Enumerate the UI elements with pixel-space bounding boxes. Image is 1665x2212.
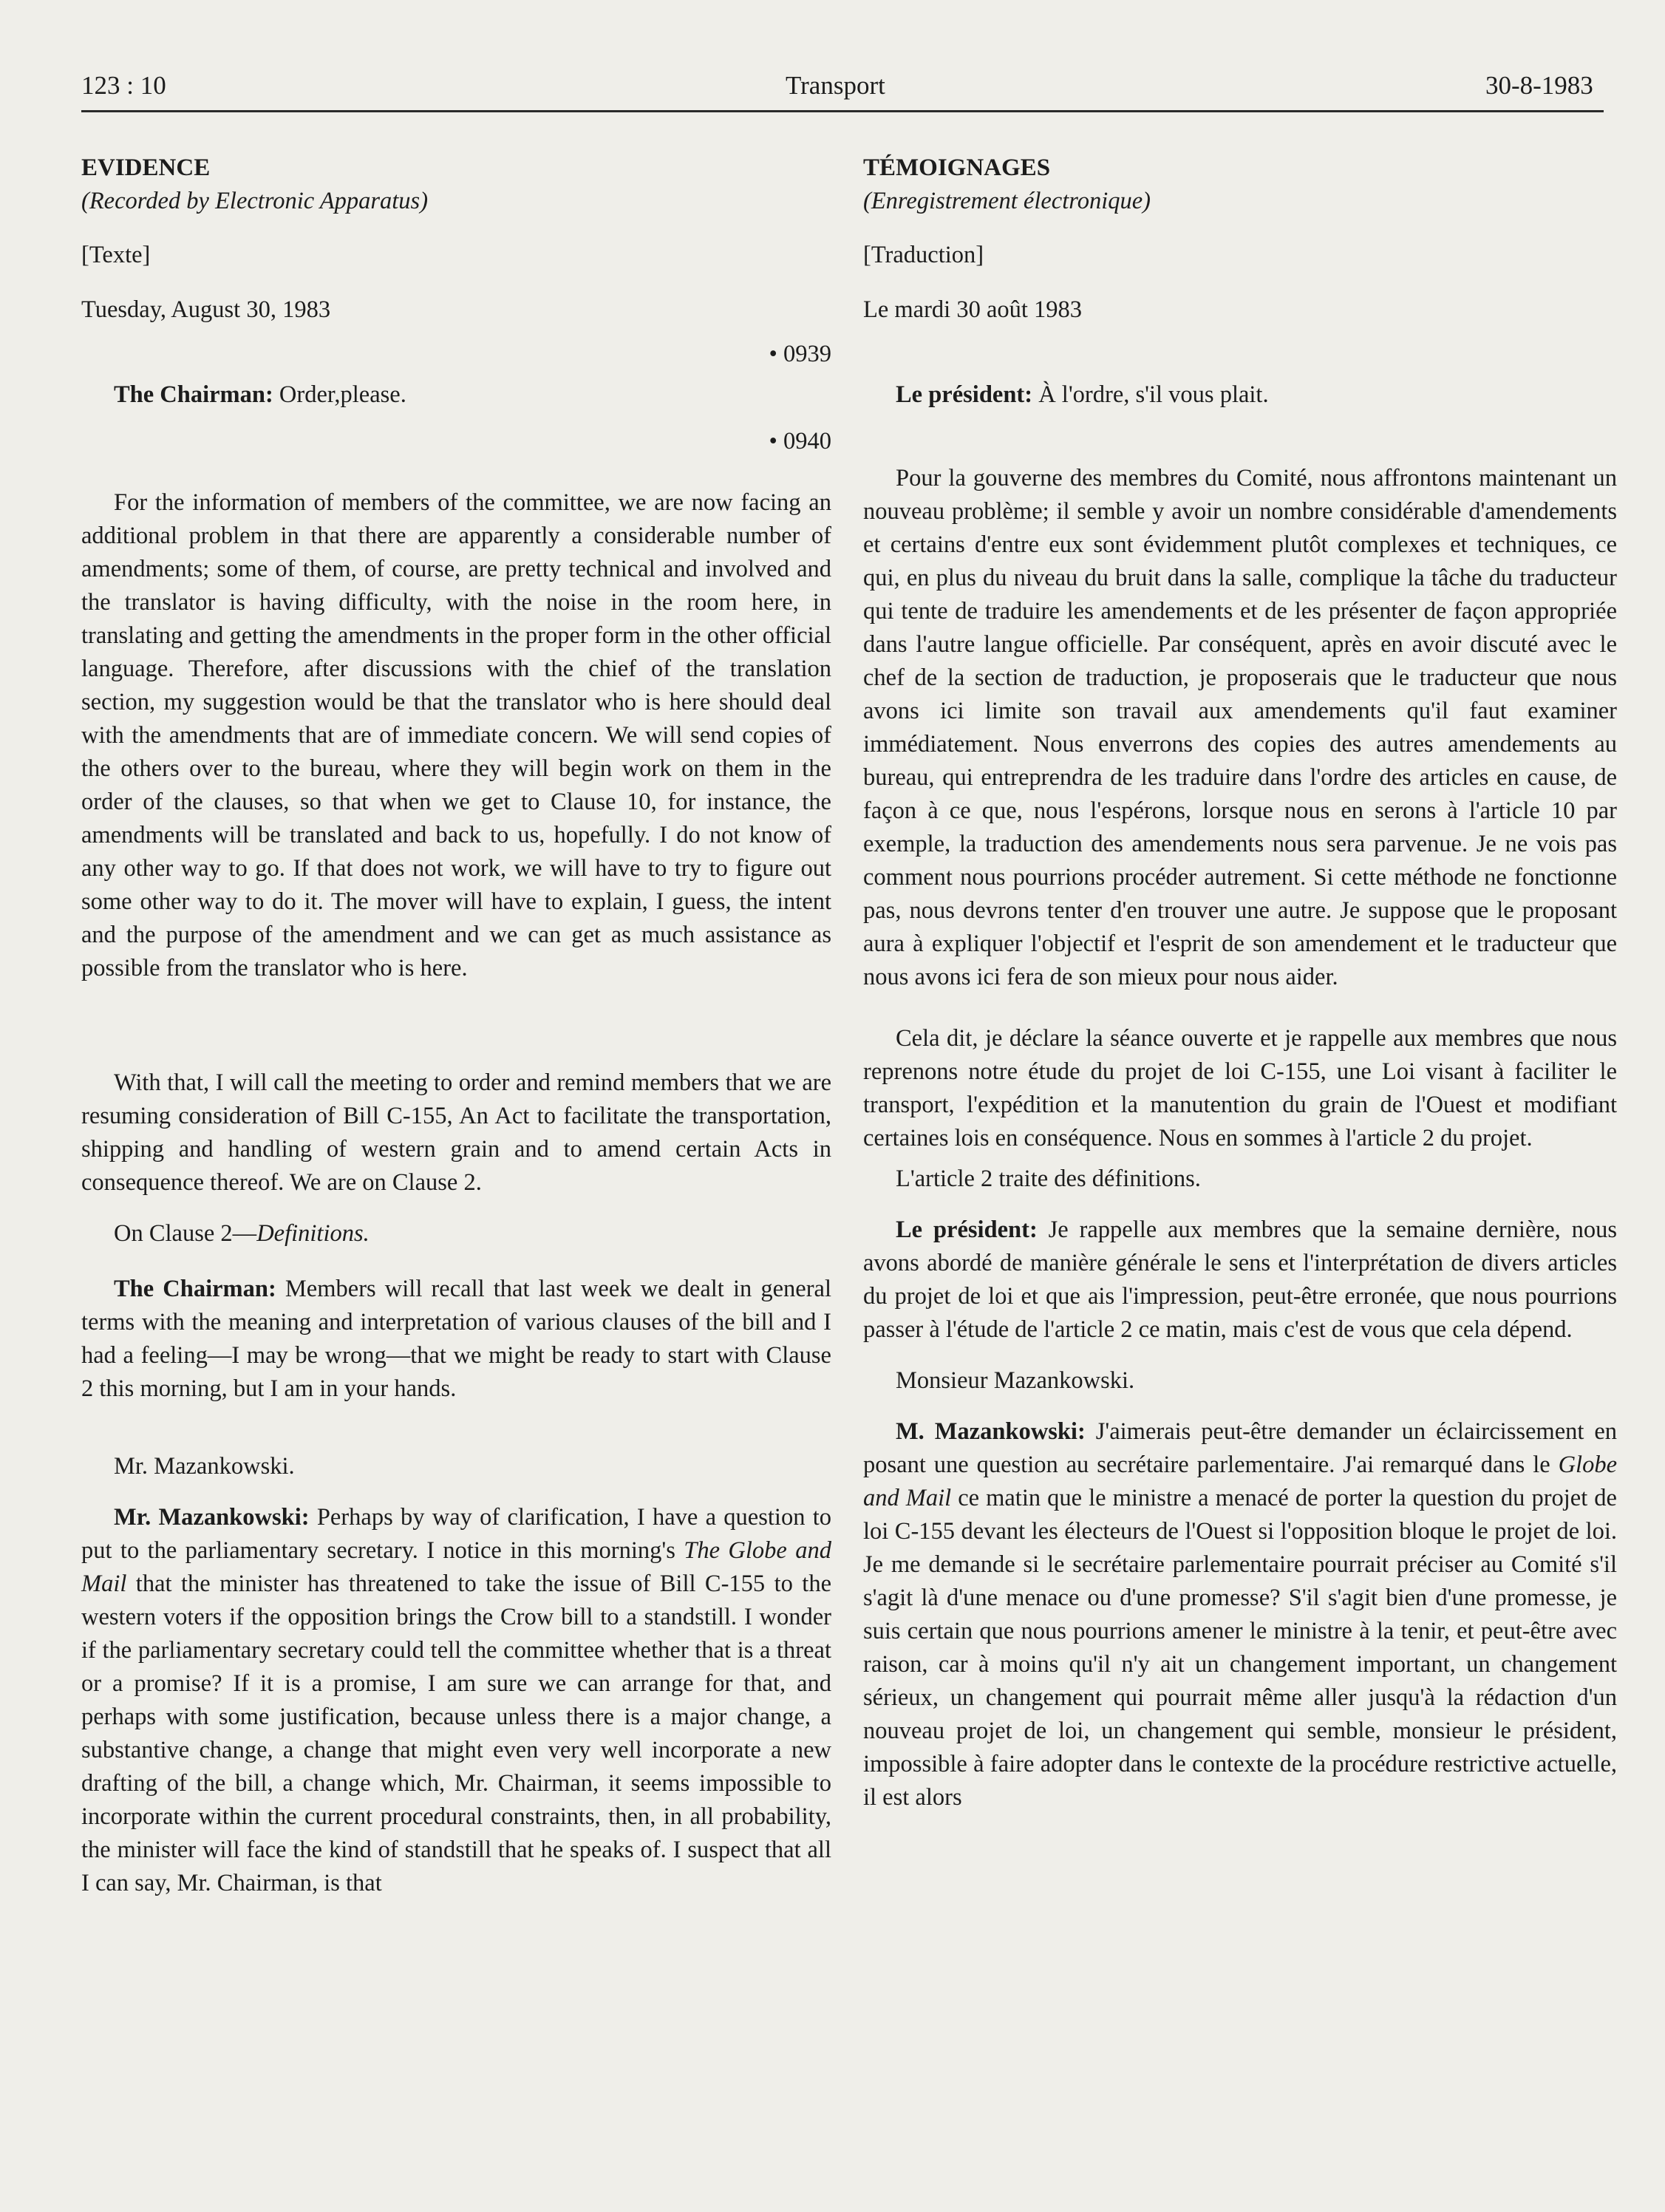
paragraph: Cela dit, je déclare la séance ouverte et je rappelle aux membres que nous reprenons notre étude du projet de loi C-155, une Loi visant à faciliter le transport, l'expédition et la manutention du grain de l'Ouest et modifiant certaines lois en conséquence. Nous en sommes à l'article 2 du projet. [863, 1025, 1617, 1151]
speaker-name: The Chairman: [114, 381, 273, 408]
recording-note: (Recorded by Electronic Apparatus) [81, 188, 429, 214]
speech-text: J'aimerais peut-être demander un éclaircissement en posant une question au secrétaire parlementaire. J'ai remarqué dans le [863, 1418, 1617, 1478]
speaker-name: The Chairman: [114, 1276, 276, 1302]
paragraph [81, 378, 831, 412]
speech-text: À l'ordre, s'il vous plait. [1032, 381, 1269, 408]
speaker-name: M. Mazankowski: [896, 1418, 1086, 1445]
speech-text: Order,please. [273, 381, 406, 408]
paragraph: L'article 2 traite des définitions. [896, 1165, 1201, 1192]
session-date: Tuesday, August 30, 1983 [81, 296, 331, 323]
time-marker: • 0939 [769, 341, 831, 367]
paragraph [81, 1501, 831, 1900]
language-tag: [Texte] [81, 242, 151, 268]
section-heading: EVIDENCE [81, 154, 211, 181]
clause-heading [81, 1217, 831, 1250]
speech-text: ce matin que le ministre a menacé de porter la question du projet de loi C-155 devant les électeurs de l'Ouest si l'opposition bloque le projet de loi. Je me demande si le secrétaire parlementaire pourrait préciser au Comité s'il s'agit là d'une menace ou d'une promesse? S'il s'agit bien d'une promesse, je suis certain que nous pourrions amener le ministre à la tenir, et peut-être avec raison, car à moins qu'il n'y ait un changement important, un changement sérieux, un changement qui pourrait même aller jusqu'à la rédaction d'un nouveau projet de loi, un changement qui semble, monsieur le président, impossible à faire adopter dans le contexte de la procédure restrictive actuelle, il est alors [863, 1485, 1617, 1811]
speech-text: that the minister has threatened to take the issue of Bill C-155 to the western voters if the opposition brings the Crow bill to a standstill. I wonder if the parliamentary secretary could tell the committee whether that is a threat or a promise? If it is a promise, I am sure we can arrange for that, and perhaps with some justification, because unless there is a major change, a substantive change, a change that might even very well incorporate a new drafting of the bill, a change which, Mr. Chairman, it seems impossible to incorporate within the current procedural constraints, then, in all probability, the minister will face the kind of standstill that he speaks of. I suspect that all I can say, Mr. Chairman, is that [81, 1570, 831, 1896]
english-column [81, 152, 831, 1900]
page-number: 123 : 10 [81, 71, 166, 100]
time-marker: • 0940 [769, 428, 831, 455]
section-heading: TÉMOIGNAGES [863, 154, 1051, 181]
paragraph [863, 378, 1617, 412]
paragraph: Monsieur Mazankowski. [896, 1367, 1135, 1394]
newspaper-title: The Globe and Mail [81, 1537, 831, 1597]
paragraph [863, 1214, 1617, 1347]
speech-text: Perhaps by way of clarification, I have a question to put to the parliamentary secretary. I notice in this morning's [81, 1504, 831, 1564]
paragraph: For the information of members of the committee, we are now facing an additional problem in that there are apparently a considerable number of amendments; some of them, of course, are pretty technical and involved and the translator is having difficulty, with the noise in the room here, in translating and getting the amendments in the proper form in the other official language. Therefore, after discussions with the chief of the translation section, my suggestion would be that the translator who is here should deal with the amendments that are of immediate concern. We will send copies of the others over to the bureau, where they will begin work on them in the order of the clauses, so that when we get to Clause 10, for instance, the amendments will be translated and back to us, hopefully. I do not know of any other way to go. If that does not work, we will have to try to figure out some other way to do it. The mover will have to explain, I guess, the intent and the purpose of the amendment and we can get as much assistance as possible from the translator who is here. [81, 489, 831, 981]
speaker-name: Le président: [896, 1216, 1038, 1243]
running-title: Transport [786, 71, 885, 100]
language-tag: [Traduction] [863, 242, 984, 268]
french-column [863, 152, 1617, 1814]
newspaper-title: Globe and Mail [863, 1452, 1617, 1511]
clause-prefix: On Clause 2— [114, 1220, 257, 1247]
speaker-name: Mr. Mazankowski: [114, 1504, 310, 1531]
speech-text: Je rappelle aux membres que la semaine dernière, nous avons abordé de manière générale le sens et l'interprétation de divers articles du projet de loi et que ais l'impression, peut-être erronée, que nous pourrions passer à l'étude de l'article 2 ce matin, mais c'est de vous que cela dépend. [863, 1216, 1617, 1343]
header-date: 30-8-1983 [1485, 71, 1593, 100]
clause-title: Definitions. [256, 1220, 370, 1247]
speech-text: Members will recall that last week we dealt in general terms with the meaning and interpretation of various clauses of the bill and I had a feeling—I may be wrong—that we might be ready to start with Clause 2 this morning, but I am in your hands. [81, 1276, 831, 1402]
recording-note: (Enregistrement électronique) [863, 188, 1151, 214]
paragraph: Pour la gouverne des membres du Comité, nous affrontons maintenant un nouveau problème; il semble y avoir un nombre considérable d'amendements et certains d'entre eux sont évidemment plutôt complexes et techniques, ce qui, en plus du niveau du bruit dans la salle, complique la tâche du traducteur qui tente de traduire les amendements et de les présenter de façon appropriée dans l'autre langue officielle. Par conséquent, après en avoir discuté avec le chef de la section de traduction, je proposerais que le traducteur que nous avons ici limite son travail aux amendements qu'il faut examiner immédiatement. Nous enverrons des copies des autres amendements au bureau, qui entreprendra de les traduire dans l'ordre des articles en cause, de façon à ce que, nous l'espérons, lorsque nous en serons à l'article 10 par exemple, la traduction des amendements nous sera parvenue. Je ne vois pas comment nous pourrions procéder autrement. Si cette méthode ne fonctionne pas, nous devrons tenter d'en trouver une autre. Je suppose que le proposant aura à expliquer l'objectif et l'esprit de son amendement et le traducteur que nous avons ici fera de son mieux pour nous aider. [863, 465, 1617, 990]
session-date: Le mardi 30 août 1983 [863, 296, 1083, 323]
header-rule [81, 110, 1604, 112]
paragraph: Mr. Mazankowski. [114, 1453, 295, 1480]
paragraph: With that, I will call the meeting to order and remind members that we are resuming consideration of Bill C-155, An Act to facilitate the transportation, shipping and handling of western grain and to amend certain Acts in consequence thereof. We are on Clause 2. [81, 1069, 831, 1196]
speaker-name: Le président: [896, 381, 1033, 408]
paragraph [863, 1415, 1617, 1814]
paragraph [81, 1273, 831, 1406]
